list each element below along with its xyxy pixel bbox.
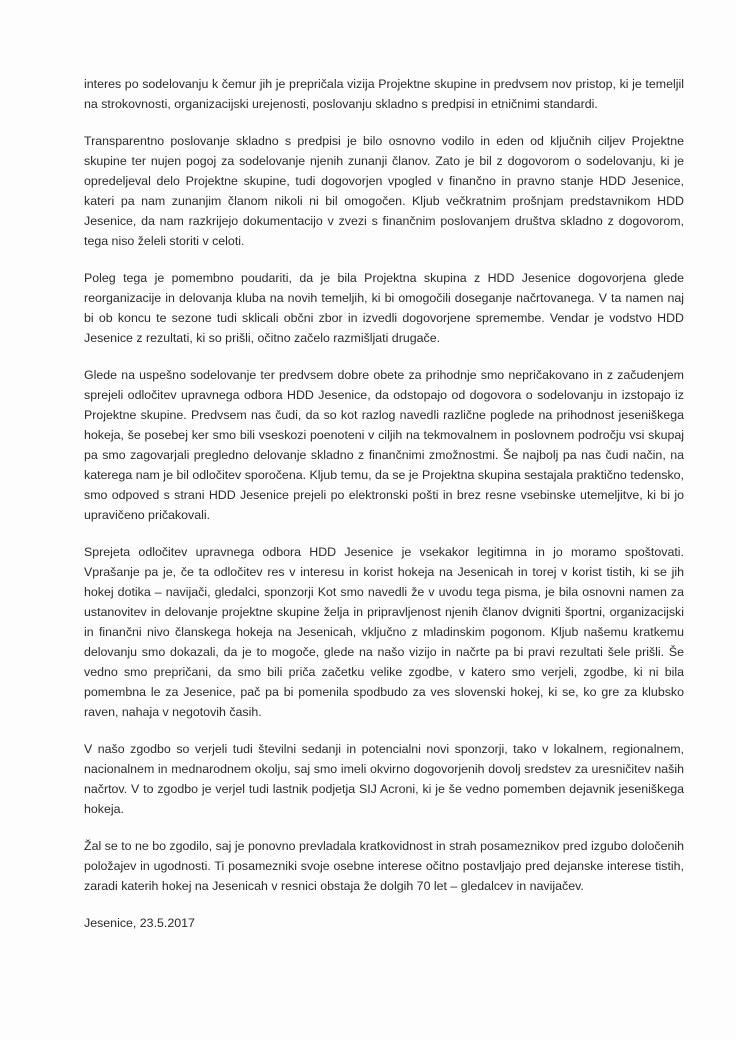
paragraph-7: Žal se to ne bo zgodilo, saj je ponovno prevladala kratkovidnost in strah posameznikov pred izgubo določenih položajev in ugodnosti. Ti posamezniki svoje osebne interese očitno postavljajo pred dejanske interese tistih, zaradi katerih hokej na Jesenicah v resnici obstaja že dolgih 70 let – gledalcev in navijačev. <box>84 839 684 893</box>
paragraph-2: Transparentno poslovanje skladno s predpisi je bilo osnovno vodilo in eden od ključnih ciljev Projektne skupine ter nujen pogoj za sodelovanje njenih zunanji članov. Zato je bil z dogovorom o sodelovanju, ki je opredeljeval delo Projektne skupine, tudi dogovorjen vpogled v finančno in pravno stanje HDD Jesenice, kateri pa nam zunanjim članom nikoli ni bil omogočen. Kljub večkratnim prošnjam predstavnikom HDD Jesenice, da nam razkrijejo dokumentacijo v zvezi s finančnim poslovanjem društva skladno z dogovorom, tega niso želeli storiti v celoti. <box>84 134 684 248</box>
paragraph-4: Glede na uspešno sodelovanje ter predvsem dobre obete za prihodnje smo nepričakovano in z začudenjem sprejeli odločitev upravnega odbora HDD Jesenice, da odstopajo od dogovora o sodelovanju in izstopajo iz Projektne skupine. Predvsem nas čudi, da so kot razlog navedli različne poglede na prihodnost jeseniškega hokeja, še posebej ker smo bili vseskozi poenoteni v ciljih na tekmovalnem in poslovnem področju vsi skupaj pa smo zagovarjali pregledno delovanje skladno z finančnimi zmožnostmi. Še najbolj pa nas čudi način, na katerega nam je bil odločitev sporočena. Kljub temu, da se je Projektna skupina sestajala praktično tedensko, smo odpoved s strani HDD Jesenice prejeli po elektronski pošti in brez resne vsebinske utemeljitve, ki bi jo upravičeno pričakovali. <box>84 368 684 522</box>
paragraph-5: Sprejeta odločitev upravnega odbora HDD Jesenice je vsekakor legitimna in jo moramo spoštovati. Vprašanje pa je, če ta odločitev res v interesu in korist hokeja na Jesenicah in torej v korist tistih, ki se jih hokej dotika – navijači, gledalci, sponzorji Kot smo navedli že v uvodu tega pisma, je bila osnovni namen za ustanovitev in delovanje projektne skupine želja in pripravljenost njenih članov dvigniti športni, organizacijski in finančni nivo članskega hokeja na Jesenicah, vključno z mladinskim pogonom. Kljub našemu kratkemu delovanju smo dokazali, da je to mogoče, glede na našo vizijo in načrte pa bi pravi rezultati šele prišli. Še vedno smo prepričani, da smo bili priča začetku velike zgodbe, v katero smo verjeli, zgodbe, ki ni bila pomembna le za Jesenice, pač pa bi pomenila spodbudo za ves slovenski hokej, ki se, ko gre za klubsko raven, nahaja v negotovih časih. <box>84 545 684 719</box>
paragraph-1: interes po sodelovanju k čemur jih je prepričala vizija Projektne skupine in predvsem nov pristop, ki je temeljil na strokovnosti, organizacijski urejenosti, poslovanju skladno s predpisi in etničnimi standardi. <box>84 77 684 111</box>
date-line: Jesenice, 23.5.2017 <box>84 916 195 930</box>
paragraph-6: V našo zgodbo so verjeli tudi številni sedanji in potencialni novi sponzorji, tako v lokalnem, regionalnem, nacionalnem in mednarodnem okolju, saj smo imeli okvirno dogovorjenih dovolj sredstev za uresničitev naših načrtov. V to zgodbo je verjel tudi lastnik podjetja SIJ Acroni, ki je še vedno pomemben dejavnik jeseniškega hokeja. <box>84 742 684 816</box>
letter-body <box>84 74 684 950</box>
paragraph-3: Poleg tega je pomembno poudariti, da je bila Projektna skupina z HDD Jesenice dogovorjena glede reorganizacije in delovanja kluba na novih temeljih, ki bi omogočili doseganje načrtovanega. V ta namen naj bi ob koncu te sezone tudi sklicali občni zbor in izvedli dogovorjene spremembe. Vendar je vodstvo HDD Jesenice z rezultati, ki so prišli, očitno začelo razmišljati drugače. <box>84 271 684 345</box>
